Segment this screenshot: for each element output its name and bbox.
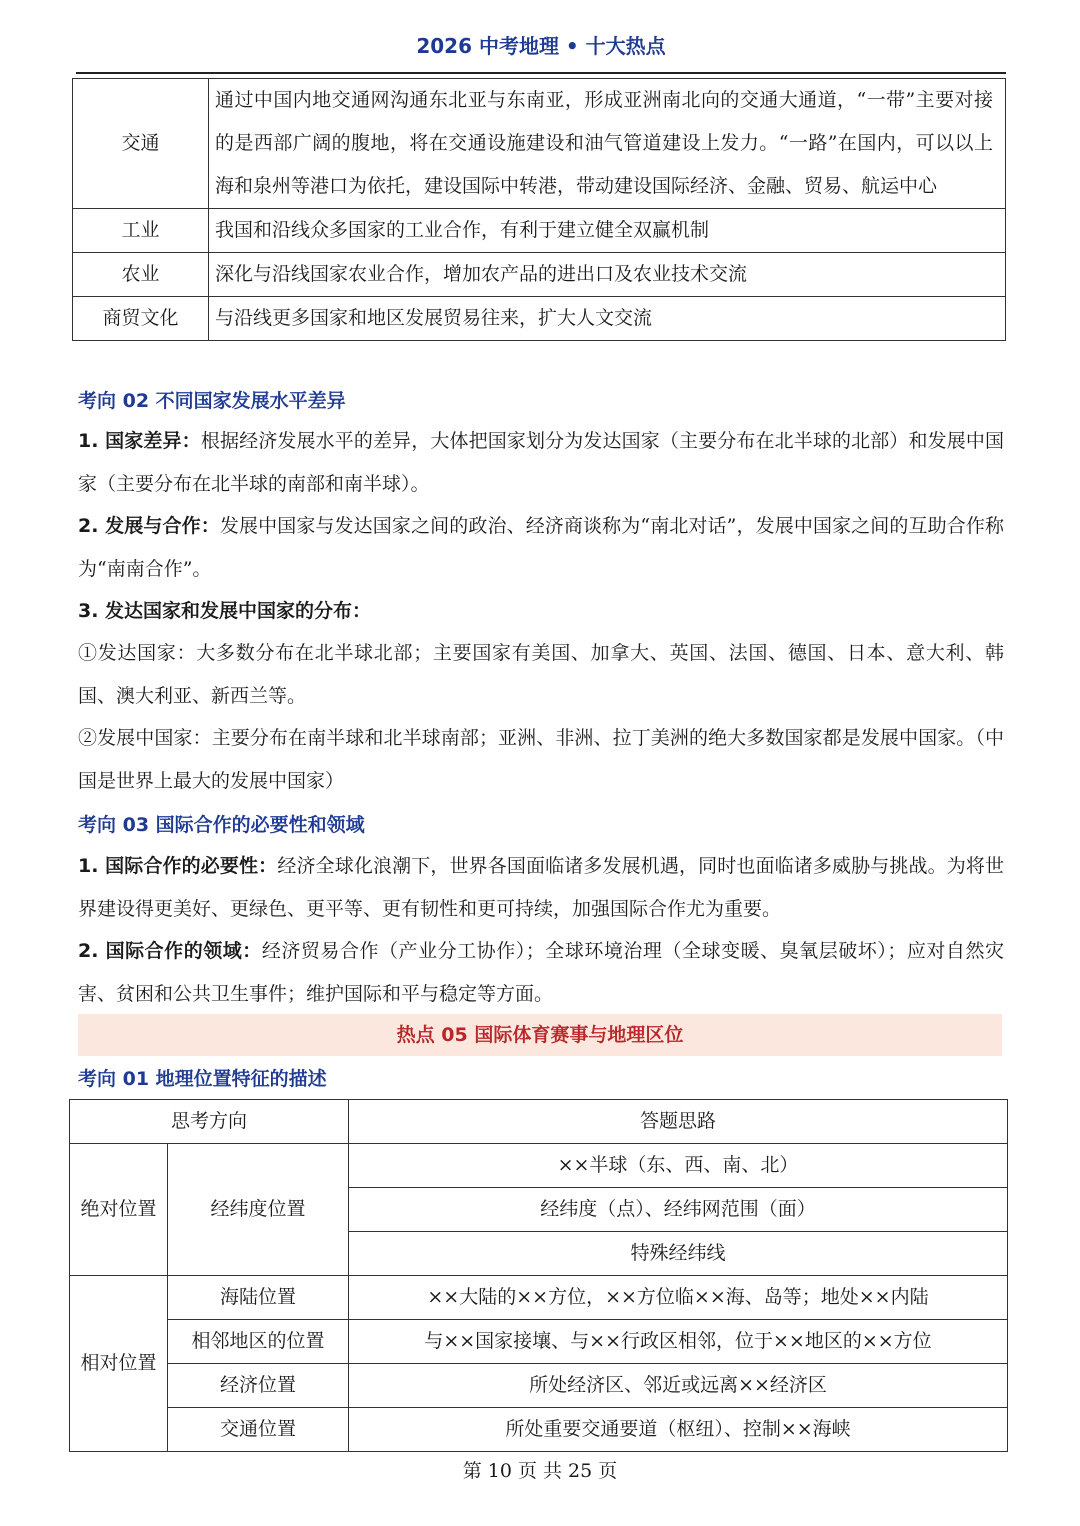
page-number-footer: 第 10 页 共 25 页 <box>462 1460 618 1482</box>
paragraph-lead: 1. 国际合作的必要性： <box>78 855 278 877</box>
paragraph-country-difference <box>78 420 1004 505</box>
belt-road-cooperation-table <box>72 78 1006 341</box>
table-row <box>70 1144 1008 1188</box>
row-content-agriculture: 深化与沿线国家农业合作，增加农产品的进出口及农业技术交流 <box>209 253 1006 297</box>
row-content-trade-culture: 与沿线更多国家和地区发展贸易往来，扩大人文交流 <box>209 297 1006 341</box>
table-row <box>73 79 1006 209</box>
paragraph-cooperation-fields <box>78 930 1004 1015</box>
paragraph-lead: 2. 国际合作的领域： <box>78 940 262 962</box>
row-label-trade-culture: 商贸文化 <box>73 297 209 341</box>
paragraph-cooperation-necessity <box>78 845 1004 930</box>
paragraph-developing-countries: ②发展中国家：主要分布在南半球和北半球南部；亚洲、非洲、拉丁美洲的绝大多数国家都是发展中国家。（中国是世界上最大的发展中国家） <box>78 727 1004 792</box>
hot-topic-05-banner: 热点 05 国际体育赛事与地理区位 <box>78 1014 1002 1056</box>
paragraph-text: 经济全球化浪潮下，世界各国面临诸多发展机遇，同时也面临诸多威胁与挑战。为将世界建设得更美好、更绿色、更平等、更有韧性和更可持续，加强国际合作尤为重要。 <box>78 855 1004 920</box>
relative-sub-economic: 经济位置 <box>168 1364 349 1408</box>
absolute-location-label: 绝对位置 <box>70 1144 168 1276</box>
section-title-01: 考向 01 地理位置特征的描述 <box>78 1068 327 1090</box>
location-description-table <box>69 1099 1008 1452</box>
paragraph-lead: 2. 发展与合作： <box>78 515 220 537</box>
absolute-answer-hemisphere: ××半球（东、西、南、北） <box>349 1144 1008 1188</box>
relative-answer-transport: 所处重要交通要道（枢纽）、控制××海峡 <box>349 1408 1008 1452</box>
row-content-industry: 我国和沿线众多国家的工业合作，有利于建立健全双赢机制 <box>209 209 1006 253</box>
row-content-transport: 通过中国内地交通网沟通东北亚与东南亚，形成亚洲南北向的交通大通道，“一带”主要对接的是西部广阔的腹地，将在交通设施建设和油气管道建设上发力。“一路”在国内，可以以上海和泉州等港口为依托，建设国际中转港，带动建设国际经济、金融、贸易、航运中心 <box>209 79 1006 209</box>
paragraph-developed-countries: ①发达国家：大多数分布在北半球北部；主要国家有美国、加拿大、英国、法国、德国、日本、意大利、韩国、澳大利亚、新西兰等。 <box>78 642 1004 707</box>
table-row <box>70 1408 1008 1452</box>
page-header-title: 2026 中考地理 • 十大热点 <box>416 34 666 58</box>
section-title-02: 考向 02 不同国家发展水平差异 <box>78 390 346 412</box>
absolute-answer-coordinates: 经纬度（点）、经纬网范围（面） <box>349 1188 1008 1232</box>
paragraph-text: 根据经济发展水平的差异，大体把国家划分为发达国家（主要分布在北半球的北部）和发展中国家（主要分布在北半球的南部和南半球）。 <box>78 430 1004 495</box>
table-row <box>70 1364 1008 1408</box>
relative-sub-land-sea: 海陆位置 <box>168 1276 349 1320</box>
header-answer-approach: 答题思路 <box>349 1100 1008 1144</box>
section-title-03: 考向 03 国际合作的必要性和领域 <box>78 814 365 836</box>
header-divider <box>76 72 1006 74</box>
relative-location-label: 相对位置 <box>70 1276 168 1452</box>
paragraph-text: 经济贸易合作（产业分工协作）；全球环境治理（全球变暖、臭氧层破坏）；应对自然灾害、贫困和公共卫生事件；维护国际和平与稳定等方面。 <box>78 940 1004 1005</box>
table-row <box>73 297 1006 341</box>
table-row <box>70 1276 1008 1320</box>
paragraph-development-cooperation <box>78 505 1004 590</box>
table-row <box>70 1320 1008 1364</box>
header-thinking-direction: 思考方向 <box>70 1100 349 1144</box>
relative-sub-transport: 交通位置 <box>168 1408 349 1452</box>
table-header-row <box>70 1100 1008 1144</box>
table-row <box>73 209 1006 253</box>
row-label-agriculture: 农业 <box>73 253 209 297</box>
absolute-answer-special-lines: 特殊经纬线 <box>349 1232 1008 1276</box>
relative-sub-neighbor: 相邻地区的位置 <box>168 1320 349 1364</box>
paragraph-text: 发展中国家与发达国家之间的政治、经济商谈称为“南北对话”，发展中国家之间的互助合作称为“南南合作”。 <box>78 515 1004 580</box>
relative-answer-economic: 所处经济区、邻近或远离××经济区 <box>349 1364 1008 1408</box>
row-label-industry: 工业 <box>73 209 209 253</box>
paragraph-distribution-heading <box>78 590 1004 633</box>
paragraph-lead: 3. 发达国家和发展中国家的分布： <box>78 600 372 622</box>
lat-lon-position-label: 经纬度位置 <box>168 1144 349 1276</box>
relative-answer-land-sea: ××大陆的××方位，××方位临××海、岛等；地处××内陆 <box>349 1276 1008 1320</box>
paragraph-lead: 1. 国家差异： <box>78 430 201 452</box>
table-row <box>73 253 1006 297</box>
row-label-transport: 交通 <box>73 79 209 209</box>
relative-answer-neighbor: 与××国家接壤、与××行政区相邻，位于××地区的××方位 <box>349 1320 1008 1364</box>
